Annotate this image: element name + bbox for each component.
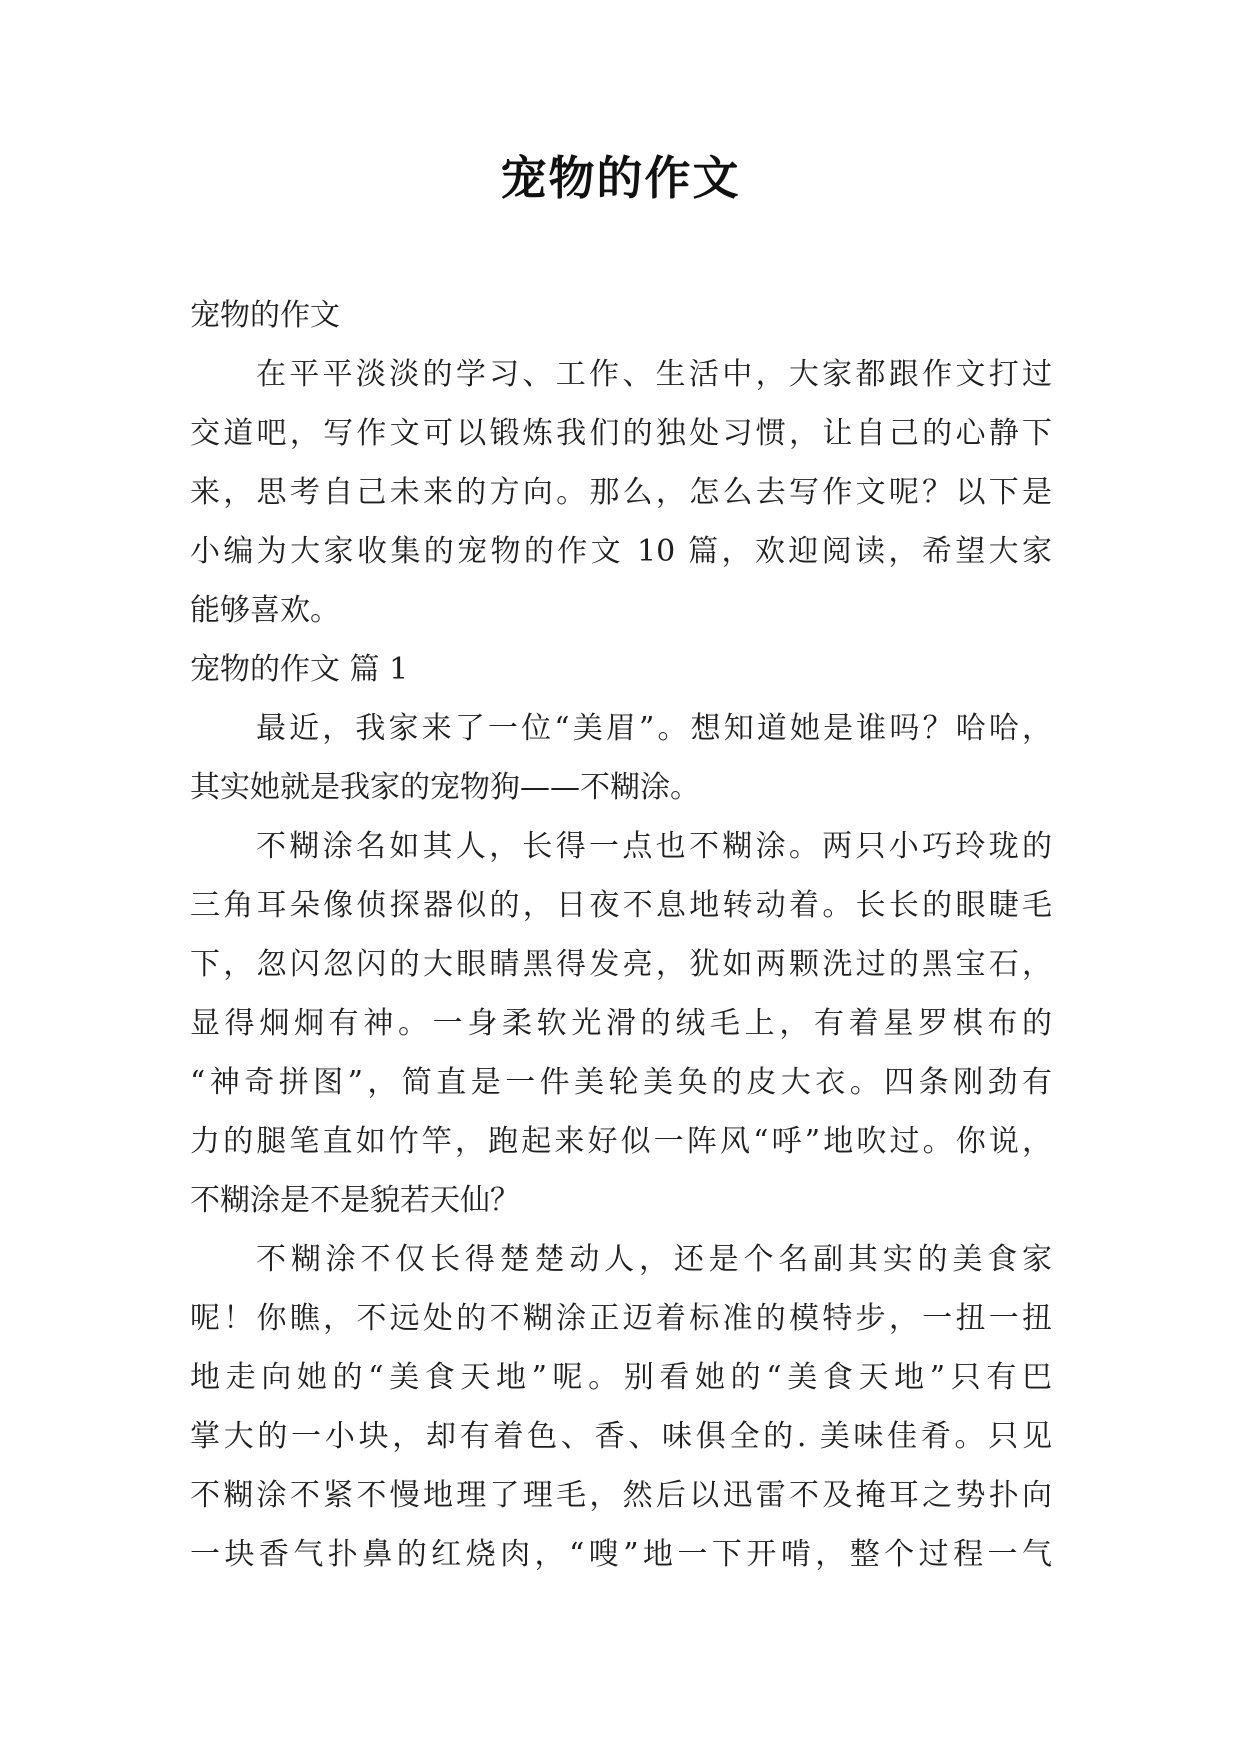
text-line: “神奇拼图”，简直是一件美轮美奂的皮大衣。四条刚劲有 bbox=[190, 1065, 1052, 1100]
text-line: 不糊涂不仅长得楚楚动人，还是个名副其实的美食家 bbox=[256, 1242, 1052, 1277]
text-line: 显得炯炯有神。一身柔软光滑的绒毛上，有着星罗棋布的 bbox=[190, 1006, 1052, 1041]
text-line: 最近，我家来了一位“美眉”。想知道她是谁吗？哈哈， bbox=[256, 711, 1052, 746]
text-line: 不糊涂不紧不慢地理了理毛，然后以迅雷不及掩耳之势扑向 bbox=[190, 1478, 1052, 1513]
text-line: 地走向她的“美食天地”呢。别看她的“美食天地”只有巴 bbox=[190, 1360, 1052, 1395]
text-line: 不糊涂是不是貌若天仙？ bbox=[190, 1183, 520, 1218]
text-line: 交道吧，写作文可以锻炼我们的独处习惯，让自己的心静下 bbox=[190, 416, 1052, 451]
section-heading: 宠物的作文 bbox=[190, 298, 340, 333]
text-line: 小编为大家收集的宠物的作文 10 篇，欢迎阅读，希望大家 bbox=[190, 534, 1052, 569]
text-line: 掌大的一小块，却有着色、香、味俱全的. 美味佳肴。只见 bbox=[190, 1419, 1052, 1454]
section-heading: 宠物的作文 篇 1 bbox=[190, 652, 409, 687]
document-title: 宠物的作文 bbox=[500, 151, 741, 205]
text-line: 不糊涂名如其人，长得一点也不糊涂。两只小巧玲珑的 bbox=[256, 829, 1052, 864]
text-line: 下，忽闪忽闪的大眼睛黑得发亮，犹如两颗洗过的黑宝石， bbox=[190, 947, 1052, 982]
text-line: 呢！你瞧，不远处的不糊涂正迈着标准的模特步，一扭一扭 bbox=[190, 1301, 1052, 1336]
text-line: 能够喜欢。 bbox=[190, 593, 340, 628]
text-line: 三角耳朵像侦探器似的，日夜不息地转动着。长长的眼睫毛 bbox=[190, 888, 1052, 923]
text-line: 力的腿笔直如竹竿，跑起来好似一阵风“呼”地吹过。你说， bbox=[190, 1124, 1052, 1159]
text-line: 来，思考自己未来的方向。那么，怎么去写作文呢？以下是 bbox=[190, 475, 1052, 510]
text-line: 在平平淡淡的学习、工作、生活中，大家都跟作文打过 bbox=[256, 357, 1052, 392]
text-line: 一块香气扑鼻的红烧肉，“嗖”地一下开啃，整个过程一气 bbox=[190, 1537, 1052, 1572]
text-line: 其实她就是我家的宠物狗——不糊涂。 bbox=[190, 770, 700, 805]
